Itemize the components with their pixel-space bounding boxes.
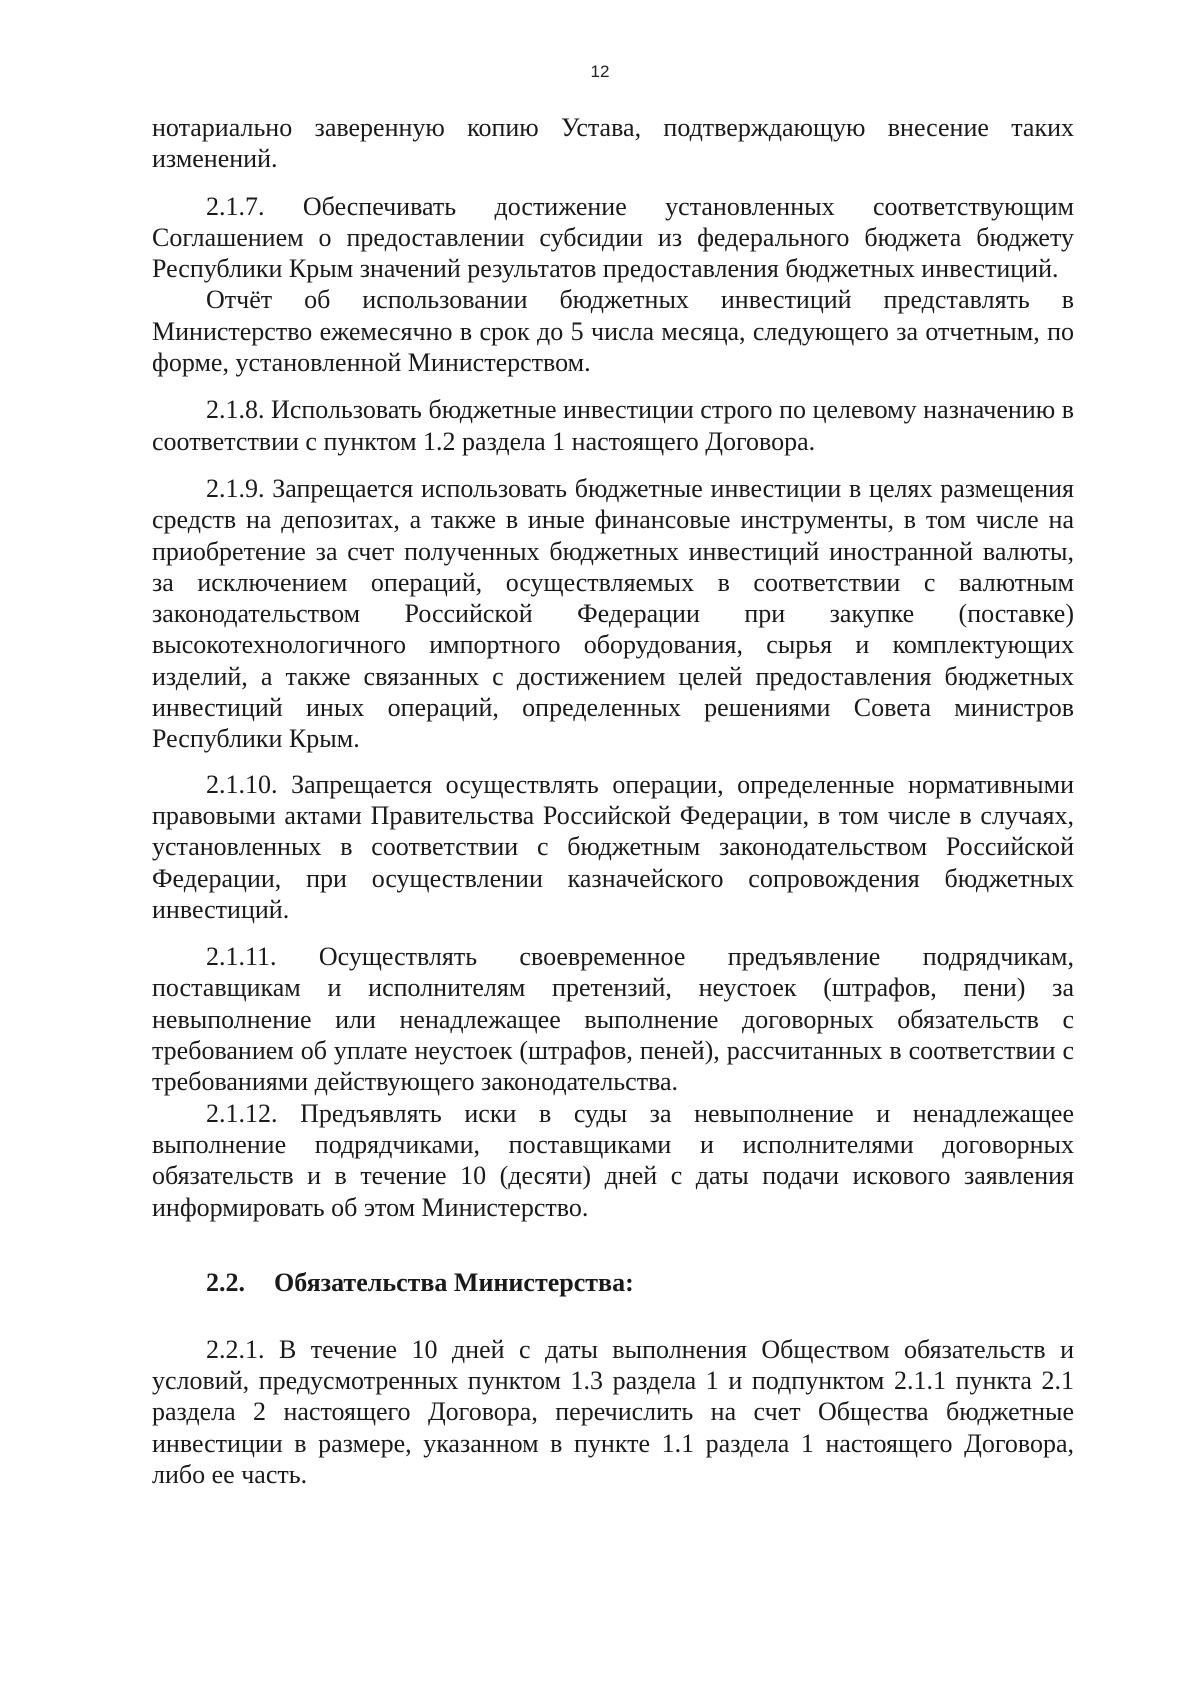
section-heading-number: 2.2. bbox=[206, 1267, 245, 1297]
paragraph-2-1-8: 2.1.8. Использовать бюджетные инвестиции строго по целевому назначению в соответствии с пунктом 1.2 раздела 1 настоящего Договора. bbox=[152, 395, 1074, 456]
paragraph-continuation: нотариально заверенную копию Устава, подтверждающую внесение таких изменений. bbox=[152, 113, 1074, 174]
paragraph-2-1-12: 2.1.12. Предъявлять иски в суды за невыполнение и ненадлежащее выполнение подрядчиками, поставщиками и исполнителями договорных обязательств и в течение 10 (десяти) дней с даты подачи искового заявления информировать об этом Министерство. bbox=[152, 1098, 1074, 1222]
paragraph-report: Отчёт об использовании бюджетных инвестиций представлять в Министерство ежемесячно в срок до 5 числа месяца, следующего за отчетным, по форме, установленной Министерством. bbox=[152, 285, 1074, 378]
paragraph-2-1-10: 2.1.10. Запрещается осуществлять операции, определенные нормативными правовыми актами Правительства Российской Федерации, в том числе в случаях, установленных в соответствии с бюджетным законодательством Российской Федерации, при осуществлении казначейского сопровождения бюджетных инвестиций. bbox=[152, 769, 1074, 924]
paragraph-2-1-7: 2.1.7. Обеспечивать достижение установленных соответствующим Соглашением о предоставлении субсидии из федерального бюджета бюджету Республики Крым значений результатов предоставления бюджетных инвестиций. bbox=[152, 191, 1074, 284]
page-number: 12 bbox=[590, 62, 610, 81]
paragraph-2-1-9: 2.1.9. Запрещается использовать бюджетные инвестиции в целях размещения средств на депозитах, а также в иные финансовые инструменты, в том числе на приобретение за счет полученных бюджетных инвестиций иностранной валюты, за исключением операций, осуществляемых в соответствии с валютным законодательством Российской Федерации при закупке (поставке) высокотехнологичного импортного оборудования, сырья и комплектующих изделий, а также связанных с достижением целей предоставления бюджетных инвестиций иных операций, определенных решениями Совета министров Республики Крым. bbox=[152, 473, 1074, 754]
paragraph-2-2-1: 2.2.1. В течение 10 дней с даты выполнения Обществом обязательств и условий, предусмотренных пунктом 1.3 раздела 1 и подпунктом 2.1.1 пункта 2.1 раздела 2 настоящего Договора, перечислить на счет Общества бюджетные инвестиции в размере, указанном в пункте 1.1 раздела 1 настоящего Договора, либо ее часть. bbox=[152, 1334, 1074, 1489]
paragraph-2-1-11: 2.1.11. Осуществлять своевременное предъявление подрядчикам, поставщикам и исполнителям претензий, неустоек (штрафов, пени) за невыполнение или ненадлежащее выполнение договорных обязательств с требованием об уплате неустоек (штрафов, пеней), рассчитанных в соответствии с требованиями действующего законодательства. bbox=[152, 942, 1074, 1097]
section-heading bbox=[152, 1267, 1074, 1298]
section-heading-title: Обязательства Министерства: bbox=[274, 1267, 634, 1297]
document-body bbox=[152, 112, 1074, 1490]
